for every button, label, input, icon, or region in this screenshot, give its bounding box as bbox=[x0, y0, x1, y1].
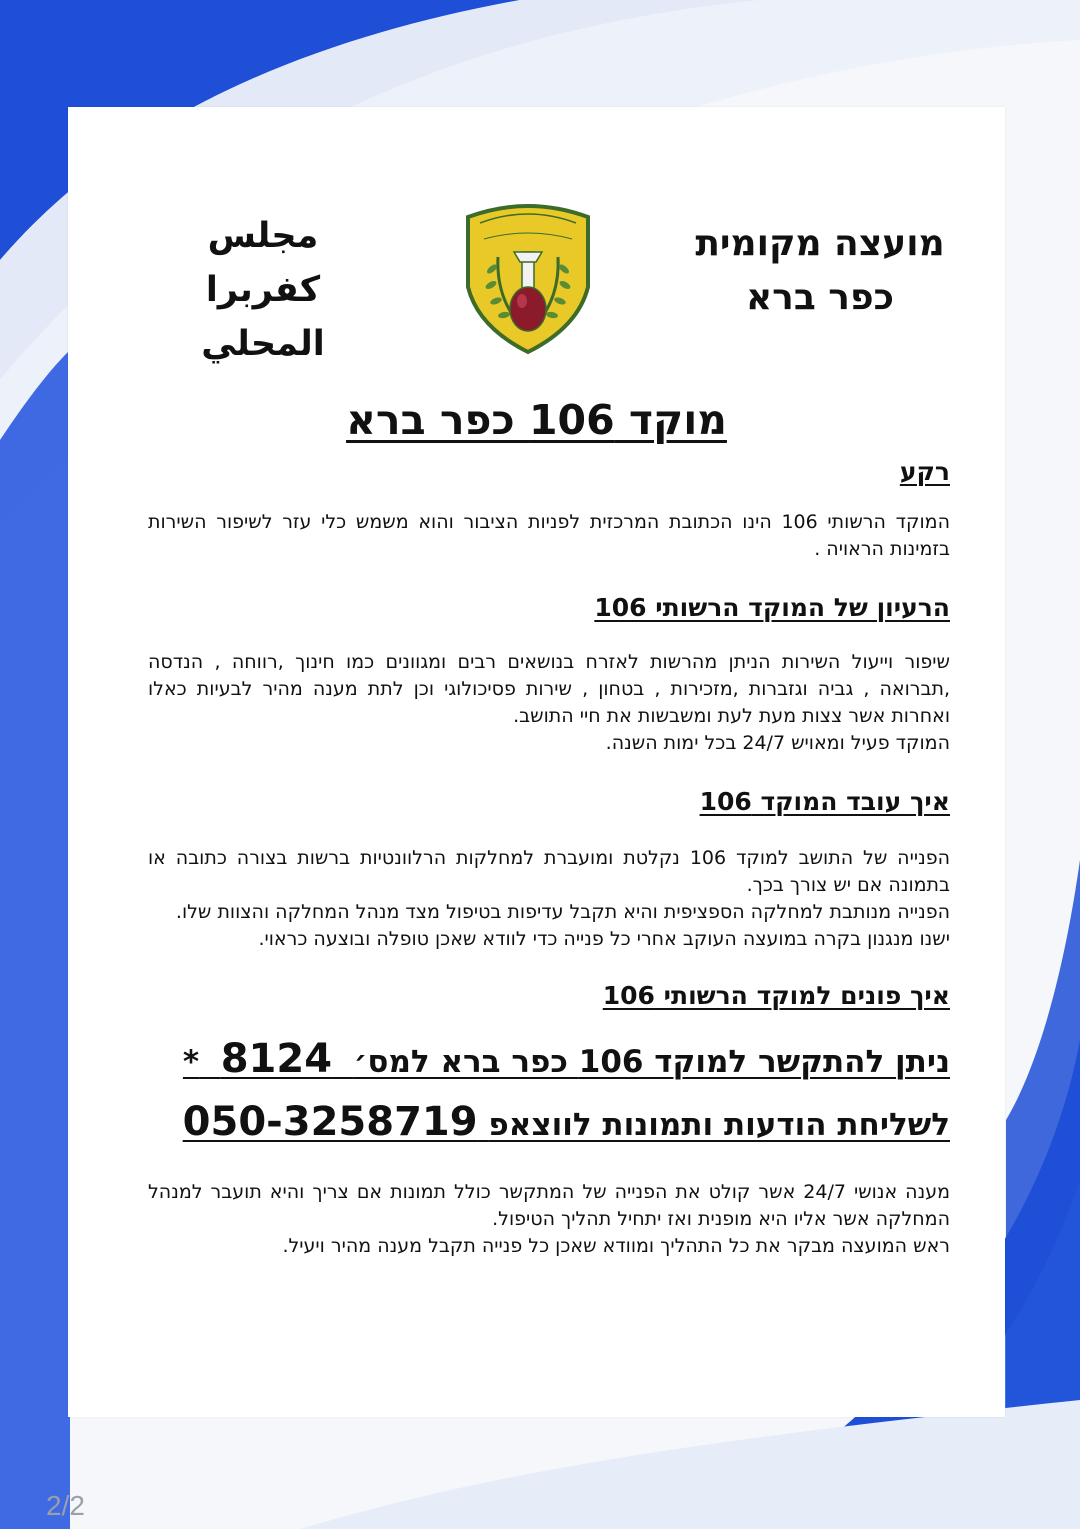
document-body bbox=[148, 445, 950, 1260]
document-page bbox=[68, 107, 1005, 1417]
contact-whatsapp-line bbox=[148, 1098, 950, 1149]
idea-availability-line: המוקד פעיל ומאויש 24/7 בכל ימות השנה. bbox=[605, 732, 950, 754]
document-title-text: מוקד 106 כפר ברא bbox=[346, 396, 727, 444]
section-heading-idea: הרעיון של המוקד הרשותי 106 bbox=[594, 593, 950, 622]
document-title bbox=[68, 392, 1005, 448]
contact-phone-line bbox=[148, 1035, 950, 1086]
council-name-hebrew bbox=[690, 217, 950, 325]
idea-paragraph: שיפור וייעול השירות הניתן מהרשות לאזרח בנושאים רבים ומגוונים כמו חינוך ,רווחה , הנדסה ,תברואה , גביה וגזברות ,מזכירות , בטחון , שירות פסיכולוגי וכן לתת מענה מהיר לבעיות כאלו ואחרות אשר צצות מעת לעת ומשבשות את חיי התושב. bbox=[148, 651, 950, 727]
contact-whatsapp-text: לשליחת הודעות ותמונות לווצאפ bbox=[488, 1107, 950, 1143]
how-works-paragraph-3: ישנו מנגנון בקרה במועצה העוקב אחרי כל פנייה כדי לוודא שאכן טופלה ובוצעה כראוי. bbox=[258, 928, 950, 950]
council-name-arabic-line2: المحلي bbox=[201, 324, 325, 364]
contact-paragraph-1: מענה אנושי 24/7 אשר קולט את הפנייה של המתקשר כולל תמונות אם צריך והיא תועבר למנהל המחלקה אשר אליו היא מופנית ואז יתחיל תהליך הטיפול. bbox=[148, 1181, 950, 1230]
section-heading-how-works: איך עובד המוקד 106 bbox=[699, 787, 950, 816]
contact-phone-star: * bbox=[182, 1044, 200, 1080]
background-paragraph: המוקד הרשותי 106 הינו הכתובת המרכזית לפניות הציבור והוא משמש כלי עזר לשיפור השירות בזמינות הראויה . bbox=[148, 511, 950, 560]
contact-paragraph-2: ראש המועצה מבקר את כל התהליך ומוודא שאכן כל פנייה תקבל מענה מהיר ויעיל. bbox=[282, 1235, 950, 1257]
section-heading-background: רקע bbox=[899, 457, 950, 486]
council-name-hebrew-line1: מועצה מקומית bbox=[695, 223, 945, 264]
how-works-paragraph-2: הפנייה מנותבת למחלקה הספציפית והיא תקבל עדיפות בטיפול מצד מנהל המחלקה והצוות שלו. bbox=[175, 901, 950, 923]
contact-whatsapp-number: 050-3258719 bbox=[182, 1099, 478, 1145]
council-name-arabic bbox=[148, 209, 378, 371]
council-name-arabic-line1: مجلس كفربرا bbox=[205, 216, 321, 310]
page-indicator: 2/2 bbox=[46, 1490, 85, 1521]
contact-phone-text: ניתן להתקשר למוקד 106 כפר ברא למס׳ bbox=[353, 1044, 950, 1080]
council-crest-logo bbox=[458, 197, 598, 357]
how-works-paragraph-1: הפנייה של התושב למוקד 106 נקלטת ומועברת למחלקות הרלוונטיות ברשות בצורה כתובה או בתמונה אם יש צורך בכך. bbox=[148, 847, 950, 896]
section-heading-how-contact: איך פונים למוקד הרשותי 106 bbox=[602, 981, 950, 1010]
council-name-hebrew-line2: כפר ברא bbox=[745, 277, 895, 318]
contact-phone-number: 8124 bbox=[220, 1036, 333, 1082]
